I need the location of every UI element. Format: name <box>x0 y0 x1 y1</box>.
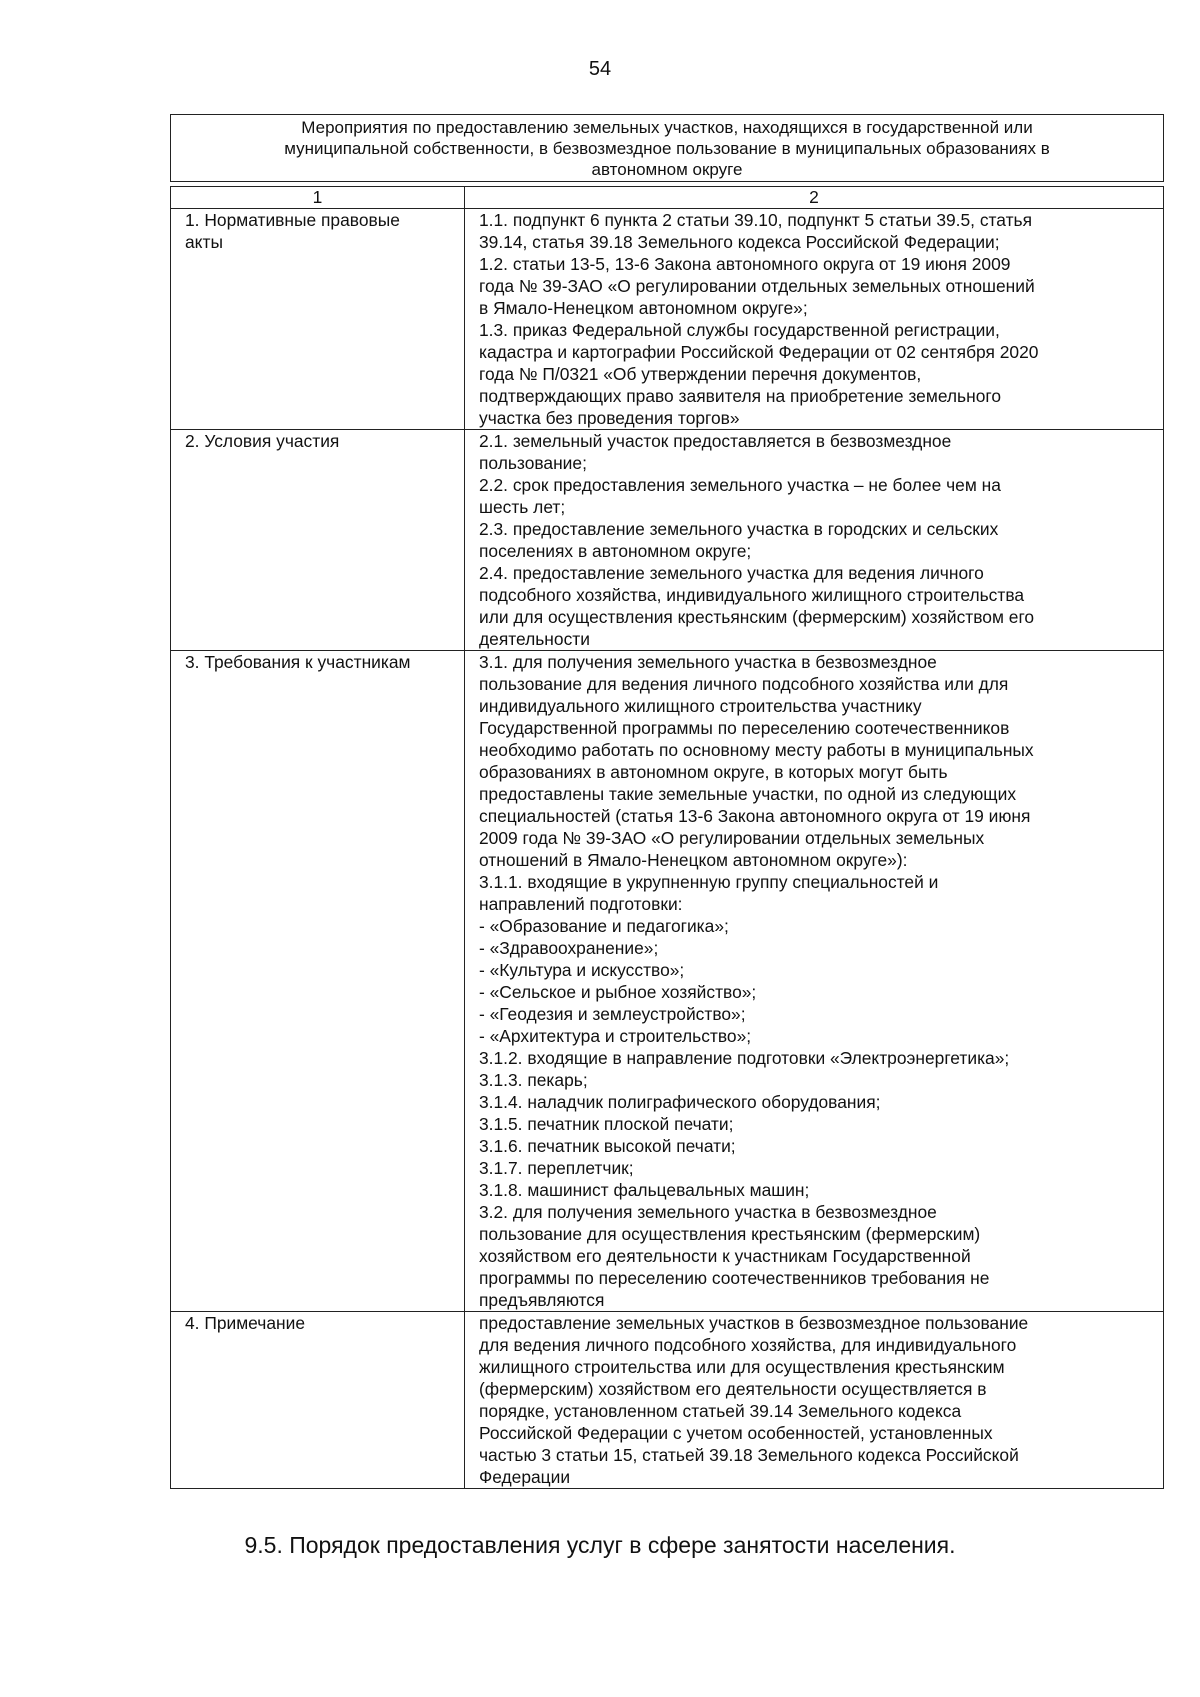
row-content-line: 2009 года № 39-ЗАО «О регулировании отдельных земельных <box>479 828 985 848</box>
row-content-line: 3.2. для получения земельного участка в безвозмездное <box>479 1202 937 1222</box>
row-label-line: 4. Примечание <box>185 1313 305 1333</box>
row-content-line: предоставление земельных участков в безвозмездное пользование <box>479 1313 1029 1333</box>
row-content-line: 2.2. срок предоставления земельного участка – не более чем на <box>479 475 1001 495</box>
row-content-line: пользование; <box>479 453 587 473</box>
table-row <box>171 1312 1164 1489</box>
row-label-cell <box>171 651 465 1312</box>
row-label-line: 1. Нормативные правовые <box>185 210 400 230</box>
row-content-line: поселениях в автономном округе; <box>479 541 752 561</box>
table-title-line: Мероприятия по предоставлению земельных участков, находящихся в государственной или <box>301 118 1033 137</box>
row-content-line: 2.3. предоставление земельного участка в городских и сельских <box>479 519 999 539</box>
row-content-line: или для осуществления крестьянским (фермерским) хозяйством его <box>479 607 1035 627</box>
row-content-line: - «Образование и педагогика»; <box>479 916 729 936</box>
table-title-line: муниципальной собственности, в безвозмездное пользование в муниципальных образованиях в <box>284 139 1050 158</box>
row-content-line: года № П/0321 «Об утверждении перечня документов, <box>479 364 922 384</box>
row-label-line: 2. Условия участия <box>185 431 340 451</box>
row-content-line: образованиях в автономном округе, в которых могут быть <box>479 762 948 782</box>
row-content-line: 3.1.4. наладчик полиграфического оборудования; <box>479 1092 881 1112</box>
row-content-line: 3.1.2. входящие в направление подготовки «Электроэнергетика»; <box>479 1048 1010 1068</box>
column-number-row <box>171 187 1164 209</box>
row-content-line: - «Архитектура и строительство»; <box>479 1026 752 1046</box>
row-content-line: 3.1. для получения земельного участка в безвозмездное <box>479 652 937 672</box>
row-content-cell <box>465 651 1164 1312</box>
row-content-line: Федерации <box>479 1467 571 1487</box>
row-content-line: пользование для ведения личного подсобного хозяйства или для <box>479 674 1009 694</box>
row-content-line: специальностей (статья 13-6 Закона автономного округа от 19 июня <box>479 806 1031 826</box>
row-content-line: - «Сельское и рыбное хозяйство»; <box>479 982 757 1002</box>
row-content-line: - «Здравоохранение»; <box>479 938 659 958</box>
row-content-cell <box>465 1312 1164 1489</box>
row-content-line: 1.2. статьи 13-5, 13-6 Закона автономного округа от 19 июня 2009 <box>479 254 1011 274</box>
row-label-cell <box>171 209 465 430</box>
row-content-line: 3.1.5. печатник плоской печати; <box>479 1114 734 1134</box>
table-row <box>171 209 1164 430</box>
row-content-line: деятельности <box>479 629 590 649</box>
row-content-line: кадастра и картографии Российской Федерации от 02 сентября 2020 <box>479 342 1039 362</box>
section-heading: 9.5. Порядок предоставления услуг в сфере занятости населения. <box>244 1532 956 1558</box>
row-content-line: 2.4. предоставление земельного участка для ведения личного <box>479 563 984 583</box>
row-content-line: - «Геодезия и землеустройство»; <box>479 1004 746 1024</box>
table-row <box>171 430 1164 651</box>
row-label-line: 3. Требования к участникам <box>185 652 411 672</box>
row-content-line: года № 39-ЗАО «О регулировании отдельных земельных отношений <box>479 276 1035 296</box>
row-content-line: участка без проведения торгов» <box>479 408 740 428</box>
row-content-line: Российской Федерации с учетом особенностей, установленных <box>479 1423 993 1443</box>
table-body <box>170 186 1164 1489</box>
column-number-2: 2 <box>465 187 1164 209</box>
row-content-line: хозяйством его деятельности к участникам Государственной <box>479 1246 971 1266</box>
row-label-cell <box>171 1312 465 1489</box>
row-content-cell <box>465 209 1164 430</box>
row-content-line: пользование для осуществления крестьянским (фермерским) <box>479 1224 981 1244</box>
row-content-line: Государственной программы по переселению соотечественников <box>479 718 1010 738</box>
row-content-line: в Ямало-Ненецком автономном округе»; <box>479 298 808 318</box>
measures-table <box>170 114 1164 1489</box>
table-title-line: автономном округе <box>591 160 743 179</box>
column-number-1: 1 <box>171 187 465 209</box>
row-content-line: предоставлены такие земельные участки, по одной из следующих <box>479 784 1017 804</box>
row-content-line: частью 3 статьи 15, статьей 39.18 Земельного кодекса Российской <box>479 1445 1019 1465</box>
row-content-line: подтверждающих право заявителя на приобретение земельного <box>479 386 1002 406</box>
row-content-cell <box>465 430 1164 651</box>
table-row <box>171 651 1164 1312</box>
row-content-line: подсобного хозяйства, индивидуального жилищного строительства <box>479 585 1025 605</box>
row-content-line: порядке, установленном статьей 39.14 Земельного кодекса <box>479 1401 962 1421</box>
row-content-line: жилищного строительства или для осуществления крестьянским <box>479 1357 1005 1377</box>
row-content-line: 3.1.3. пекарь; <box>479 1070 588 1090</box>
row-content-line: отношений в Ямало-Ненецком автономном округе»): <box>479 850 908 870</box>
row-content-line: 39.14, статья 39.18 Земельного кодекса Российской Федерации; <box>479 232 1000 252</box>
table-title <box>170 114 1164 182</box>
row-content-line: шесть лет; <box>479 497 566 517</box>
row-content-line: предъявляются <box>479 1290 605 1310</box>
page-number: 54 <box>588 58 612 80</box>
row-content-line: - «Культура и искусство»; <box>479 960 685 980</box>
row-label-cell <box>171 430 465 651</box>
row-content-line: программы по переселению соотечественников требования не <box>479 1268 990 1288</box>
row-content-line: 3.1.6. печатник высокой печати; <box>479 1136 736 1156</box>
row-label-line: акты <box>185 232 223 252</box>
row-content-line: необходимо работать по основному месту работы в муниципальных <box>479 740 1034 760</box>
row-content-line: для ведения личного подсобного хозяйства, для индивидуального <box>479 1335 1017 1355</box>
row-content-line: 3.1.8. машинист фальцевальных машин; <box>479 1180 810 1200</box>
row-content-line: 2.1. земельный участок предоставляется в безвозмездное <box>479 431 952 451</box>
row-content-line: 3.1.7. переплетчик; <box>479 1158 634 1178</box>
row-content-line: направлений подготовки: <box>479 894 683 914</box>
row-content-line: (фермерским) хозяйством его деятельности осуществляется в <box>479 1379 987 1399</box>
row-content-line: 1.3. приказ Федеральной службы государственной регистрации, <box>479 320 1000 340</box>
row-content-line: 3.1.1. входящие в укрупненную группу специальностей и <box>479 872 939 892</box>
row-content-line: 1.1. подпункт 6 пункта 2 статьи 39.10, подпункт 5 статьи 39.5, статья <box>479 210 1033 230</box>
row-content-line: индивидуального жилищного строительства участнику <box>479 696 922 716</box>
